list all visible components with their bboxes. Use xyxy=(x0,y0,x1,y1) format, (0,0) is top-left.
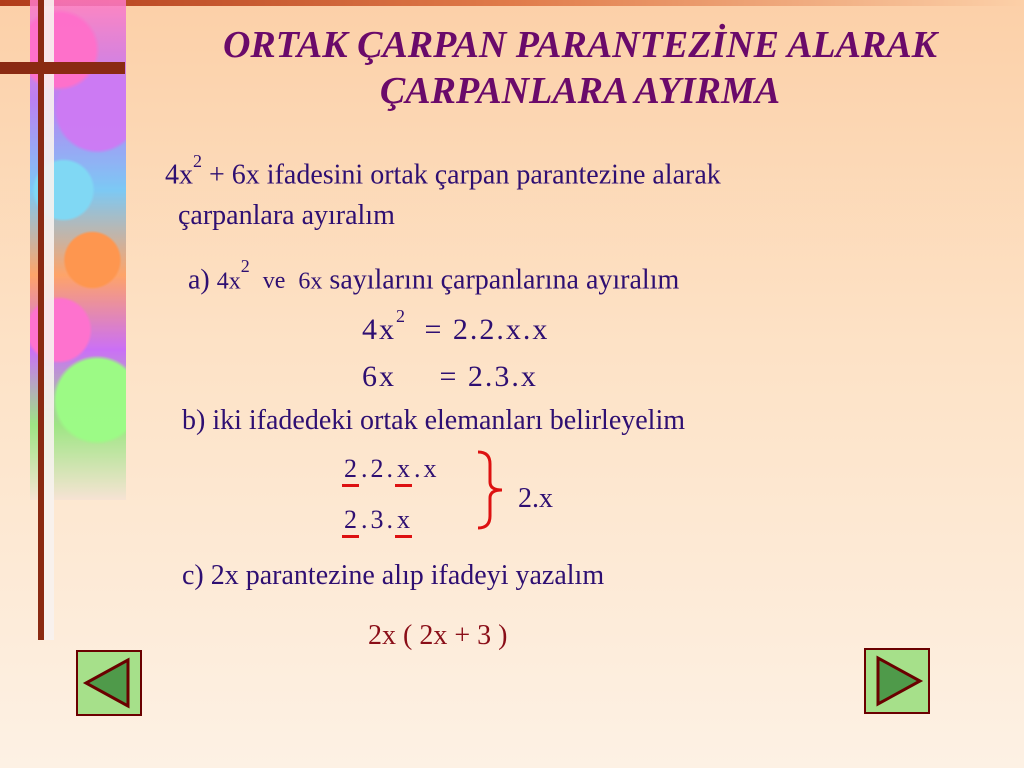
intro-text-2: çarpanlara ayıralım xyxy=(178,200,395,231)
factor-2: 2 xyxy=(370,454,384,483)
common-factor-result: 2.x xyxy=(518,483,553,514)
dot: . xyxy=(414,454,421,483)
eq2-right: = 2.3.x xyxy=(439,360,538,393)
vertical-accent-bar xyxy=(38,0,44,640)
title-line-2: ÇARPANLARA AYIRMA xyxy=(379,70,781,112)
common-factor-2: 2 xyxy=(342,505,359,538)
expr-term-a: 4x xyxy=(165,159,193,191)
next-slide-button[interactable] xyxy=(864,648,930,714)
common-factor-x: x xyxy=(395,454,412,487)
equation-1 xyxy=(362,306,550,347)
final-answer: 2x ( 2x + 3 ) xyxy=(368,620,508,651)
eq1-left: 4x xyxy=(362,313,396,346)
title-line-1: ORTAK ÇARPAN PARANTEZİNE ALARAK xyxy=(222,24,938,66)
step-a-label: a) xyxy=(188,264,210,296)
intro-line-1 xyxy=(165,151,721,191)
right-triangle-icon xyxy=(866,650,928,712)
eq1-right: = 2.2.x.x xyxy=(424,313,550,346)
factor-x: x xyxy=(423,454,437,483)
top-border xyxy=(0,0,1024,6)
expr-term-b: 6x xyxy=(231,159,260,191)
factor-3: 3 xyxy=(370,505,384,534)
dot: . xyxy=(361,454,368,483)
factor-row-1 xyxy=(340,454,440,487)
dot: . xyxy=(386,505,393,534)
right-brace-icon xyxy=(470,448,510,532)
intro-text-1: ifadesini ortak çarpan parantezine alarak xyxy=(266,159,721,191)
step-a-term1: 4x xyxy=(216,268,241,295)
common-factor-x: x xyxy=(395,505,412,538)
step-a-term2: 6x xyxy=(298,268,323,295)
common-factor-2: 2 xyxy=(342,454,359,487)
equation-2 xyxy=(362,360,538,394)
factor-row-2 xyxy=(340,505,414,538)
prev-slide-button[interactable] xyxy=(76,650,142,716)
step-a-line xyxy=(188,256,680,296)
step-a-text: sayılarını çarpanlarına ayıralım xyxy=(329,264,680,296)
step-c-text: c) 2x parantezine alıp ifadeyi yazalım xyxy=(182,560,605,591)
eq2-left: 6x xyxy=(362,360,396,393)
step-b-text: b) iki ifadedeki ortak elemanları belirleyelim xyxy=(182,405,686,436)
horizontal-accent-bar xyxy=(0,62,125,74)
eq1-exponent: 2 xyxy=(396,306,407,326)
dot: . xyxy=(361,505,368,534)
dot: . xyxy=(386,454,393,483)
step-a-conj: ve xyxy=(262,268,286,295)
expr-operator: + xyxy=(209,159,225,191)
step-a-term1-exponent: 2 xyxy=(240,256,250,276)
left-triangle-icon xyxy=(78,652,140,714)
slide-title xyxy=(140,22,1020,114)
expr-term-a-exponent: 2 xyxy=(193,151,202,171)
